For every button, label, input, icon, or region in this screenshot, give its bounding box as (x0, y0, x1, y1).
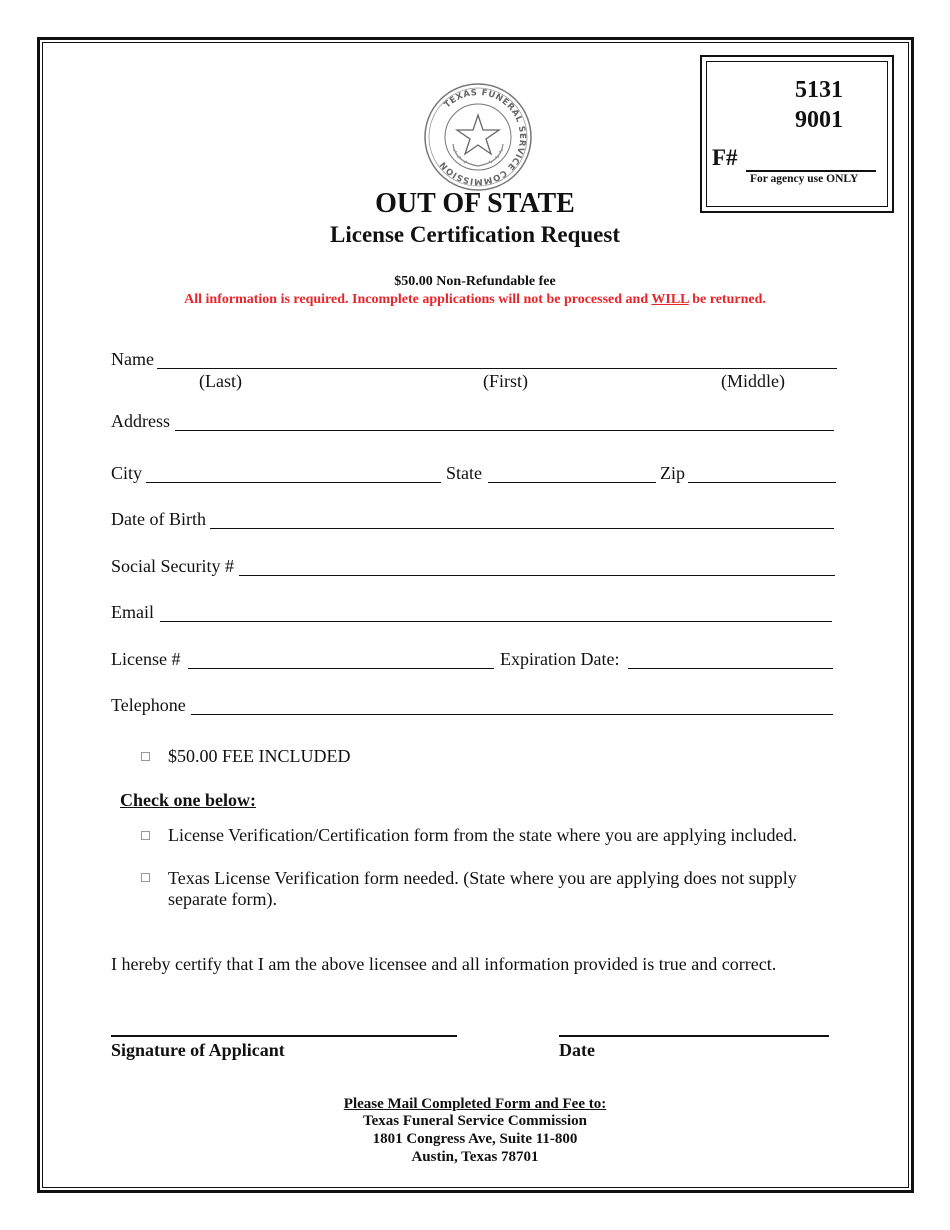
form-title: OUT OF STATE (375, 188, 575, 219)
name-first-caption: (First) (483, 371, 528, 391)
city-input-line[interactable] (146, 482, 441, 483)
agency-use-note: For agency use ONLY (750, 173, 859, 185)
seal-text: TEXAS FUNERAL SERVICE COMMISSION (437, 87, 528, 187)
fee-included-label: $50.00 FEE INCLUDED (168, 746, 351, 766)
zip-label: Zip (660, 463, 685, 483)
svg-text:TEXAS FUNERAL SERVICE COMMISSI (438, 88, 527, 186)
fee-included-checkbox[interactable] (141, 752, 150, 761)
telephone-input-line[interactable] (191, 714, 833, 715)
name-label: Name (111, 349, 154, 369)
mail-city: Austin, Texas 78701 (411, 1149, 539, 1165)
ssn-label: Social Security # (111, 556, 234, 576)
mail-heading: Please Mail Completed Form and Fee to: (343, 1096, 607, 1112)
required-warning (0, 292, 950, 308)
zip-input-line[interactable] (688, 482, 836, 483)
address-label: Address (111, 411, 170, 431)
option2-label-line2: separate form). (168, 889, 277, 909)
certification-statement: I hereby certify that I am the above licensee and all information provided is true and correct. (111, 954, 777, 974)
agency-code-2: 9001 (795, 107, 843, 133)
mail-org: Texas Funeral Service Commission (362, 1113, 588, 1129)
agency-code-1: 5131 (795, 77, 843, 103)
date-signature-line[interactable] (559, 1035, 829, 1037)
warning-emphasis: WILL (651, 292, 689, 307)
mail-street: 1801 Congress Ave, Suite 11-800 (372, 1131, 578, 1147)
telephone-label: Telephone (111, 695, 186, 715)
warning-text-end: be returned. (688, 292, 766, 307)
option1-label: License Verification/Certification form from the state where you are applying included. (168, 825, 797, 845)
option2-label-line1: Texas License Verification form needed. (State where you are applying does not supply (168, 868, 797, 888)
name-input-line[interactable] (157, 368, 837, 369)
option1-checkbox[interactable] (141, 831, 150, 840)
form-subtitle: License Certification Request (330, 222, 620, 247)
ssn-input-line[interactable] (239, 575, 835, 576)
state-label: State (446, 463, 482, 483)
email-input-line[interactable] (160, 621, 832, 622)
commission-seal-icon (423, 82, 533, 192)
file-number-label: F# (712, 145, 738, 170)
city-label: City (111, 463, 143, 483)
email-label: Email (111, 602, 154, 622)
license-input-line[interactable] (188, 668, 494, 669)
dob-label: Date of Birth (111, 509, 206, 529)
applicant-signature-label: Signature of Applicant (111, 1040, 285, 1060)
date-label: Date (559, 1040, 595, 1060)
license-label: License # (111, 649, 181, 669)
address-input-line[interactable] (175, 430, 834, 431)
option2-checkbox[interactable] (141, 873, 150, 882)
state-input-line[interactable] (488, 482, 656, 483)
name-last-caption: (Last) (199, 371, 242, 391)
applicant-signature-line[interactable] (111, 1035, 457, 1037)
fee-note: $50.00 Non-Refundable fee (394, 274, 556, 289)
expiration-label: Expiration Date: (500, 649, 620, 669)
name-middle-caption: (Middle) (721, 371, 785, 391)
dob-input-line[interactable] (210, 528, 834, 529)
check-one-heading: Check one below: (120, 790, 256, 810)
warning-text-start: All information is required. Incomplete applications will not be processed and (184, 292, 652, 307)
file-number-line[interactable] (746, 170, 876, 172)
expiration-input-line[interactable] (628, 668, 833, 669)
